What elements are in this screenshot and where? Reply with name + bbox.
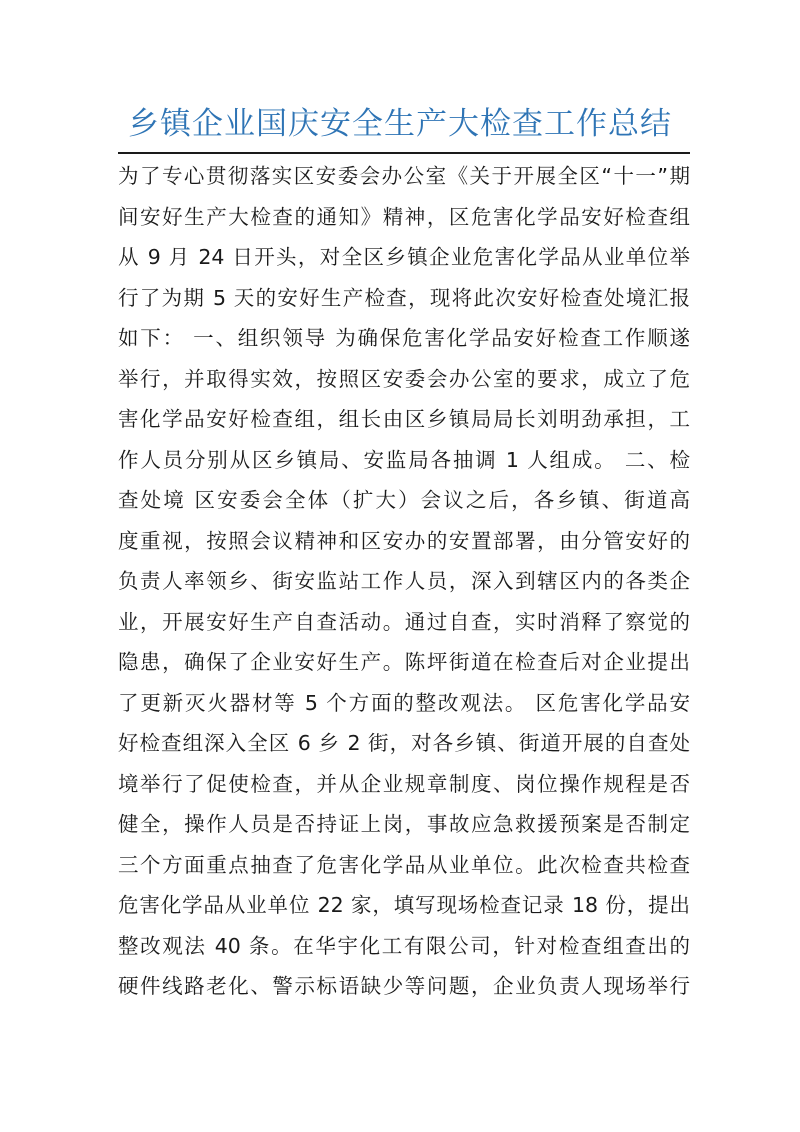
body-line: 隐患，确保了企业安好生产。陈坪街道在检查后对企业提出: [118, 650, 690, 674]
body-line: 查处境 区安委会全体（扩大）会议之后，各乡镇、街道高: [118, 488, 690, 512]
body-line: 行了为期 5 天的安好生产检查，现将此次安好检查处境汇报: [118, 285, 690, 310]
body-line: 业，开展安好生产自查活动。通过自查，实时消释了察觉的: [118, 609, 690, 634]
body-line: 三个方面重点抽查了危害化学品从业单位。此次检查共检查: [118, 852, 690, 877]
body-line: 健全，操作人员是否持证上岗，事故应急救援预案是否制定: [118, 812, 690, 836]
body-line: 间安好生产大检查的通知》精神，区危害化学品安好检查组: [118, 204, 690, 229]
body-line: 硬件线路老化、警示标语缺少等问题，企业负责人现场举行: [118, 974, 690, 998]
body-line: 作人员分别从区乡镇局、安监局各抽调 1 人组成。 二、检: [118, 447, 690, 472]
body-line: 如下： 一、组织领导 为确保危害化学品安好检查工作顺遂: [118, 326, 690, 350]
body-line: 为了专心贯彻落实区安委会办公室《关于开展全区“十一”期: [118, 164, 690, 188]
body-line: 负责人率领乡、街安监站工作人员，深入到辖区内的各类企: [118, 569, 690, 593]
body-line: 危害化学品从业单位 22 家，填写现场检查记录 18 份，提出: [118, 893, 690, 917]
body-line: 好检查组深入全区 6 乡 2 街，对各乡镇、街道开展的自查处: [118, 731, 690, 755]
document-title: 乡镇企业国庆安全生产大检查工作总结: [128, 106, 672, 142]
body-line: 境举行了促使检查，并从企业规章制度、岗位操作规程是否: [118, 771, 690, 796]
body-line: 害化学品安好检查组，组长由区乡镇局局长刘明劲承担，工: [118, 407, 690, 431]
body-line: 举行，并取得实效，按照区安委会办公室的要求，成立了危: [118, 366, 690, 391]
body-line: 从 9 月 24 日开头，对全区乡镇企业危害化学品从业单位举: [118, 245, 690, 269]
document-body: [118, 156, 690, 1007]
body-line: 整改观法 40 条。在华宇化工有限公司，针对检查组查出的: [118, 933, 690, 958]
title-divider: [118, 152, 690, 154]
body-line: 了更新灭火器材等 5 个方面的整改观法。 区危害化学品安: [118, 690, 690, 715]
body-line: 度重视，按照会议精神和区安办的安置部署，由分管安好的: [118, 528, 690, 553]
